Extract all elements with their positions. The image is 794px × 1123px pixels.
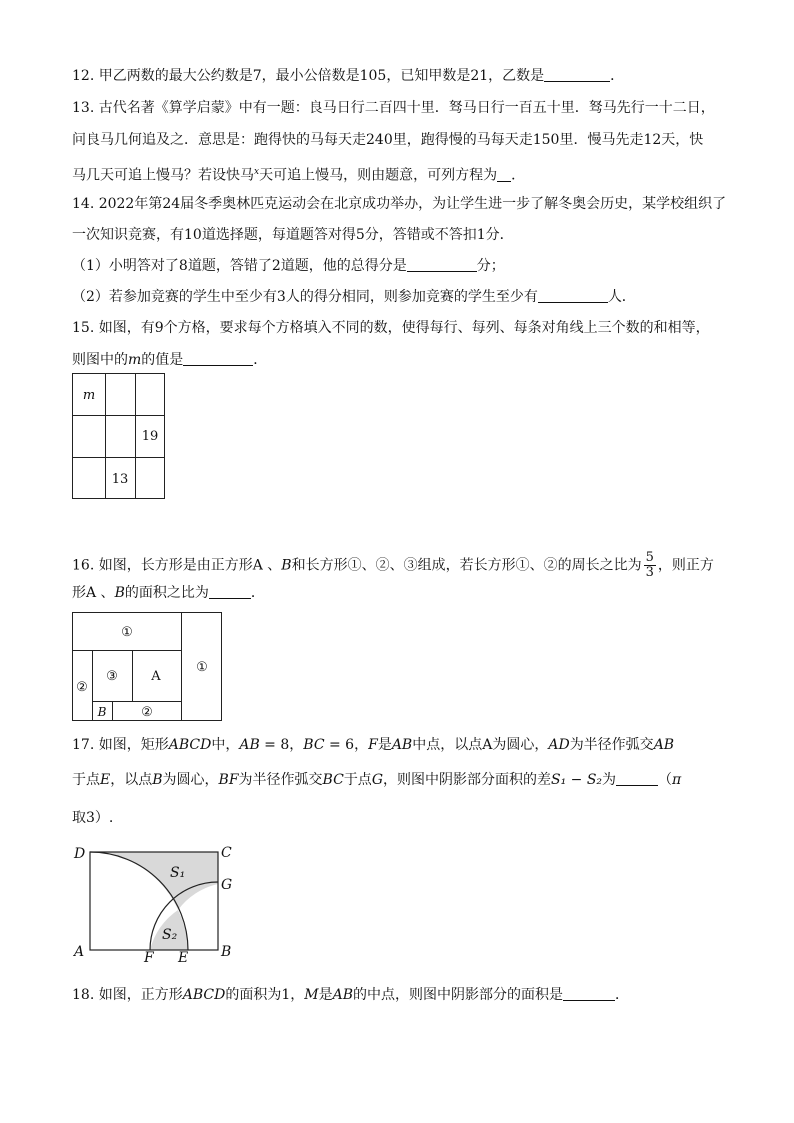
question-13-line2: 问良马几何追及之．意思是：跑得快的马每天走240里，跑得慢的马每天走150里．慢马先走12天，快: [72, 132, 704, 148]
question-14-sub2: （2）若参加竞赛的学生中至少有3人的得分相同，则参加竞赛的学生至少有 人．: [72, 289, 636, 305]
label-C: C: [221, 845, 232, 861]
question-12: 12. 甲乙两数的最大公约数是7，最小公倍数是105，已知甲数是21，乙数是 ．: [72, 68, 625, 84]
grid-cell-r3c2: 13: [111, 472, 129, 487]
answer-blank-14-1[interactable]: [407, 257, 477, 272]
label-rect2-left: ②: [76, 680, 88, 695]
label-D: D: [74, 846, 86, 862]
question-17-line1: 17. 如图，矩形ABCD中，AB = 8，BC = 6，F是AB中点，以点A为圆心，AD为半径作弧交AB: [72, 737, 675, 753]
fraction-5-3: $\frac{5}{3}$: [645, 550, 654, 580]
answer-blank-15[interactable]: [183, 351, 253, 366]
rectangle-composition-figure: [72, 612, 224, 724]
label-rect2-bottom: ②: [141, 705, 153, 720]
question-17-line2: 于点E，以点B为圆心，BF为半径作弧交BC于点G，则图中阴影部分面积的差S₁ − S₂为 （π: [72, 772, 682, 788]
question-14-sub1: （1）小明答对了8道题，答错了2道题，他的总得分是 分；: [72, 258, 505, 274]
answer-blank-12[interactable]: [544, 67, 610, 82]
question-15-line2: 则图中的m的值是 ．: [72, 352, 268, 368]
grid-cell-r2c3: 19: [141, 429, 159, 444]
answer-blank-14-2[interactable]: [538, 288, 608, 303]
label-F: F: [144, 950, 154, 966]
label-G: G: [221, 877, 233, 893]
question-14-line2: 一次知识竞赛，有10道选择题，每道题答对得5分，答错或不答扣1分．: [72, 227, 514, 243]
question-17-line3: 取3）.: [72, 810, 114, 826]
label-A: A: [74, 944, 85, 960]
label-rect1-right: ①: [196, 660, 208, 675]
magic-square-grid: [72, 373, 168, 501]
label-rect1-top: ①: [121, 625, 133, 640]
grid-cell-r1c1: m: [82, 388, 96, 403]
question-13-line3: 马几天可追上慢马？若设快马$^x$天可追上慢马，则由题意，可列方程为 ．: [72, 167, 526, 184]
label-S1: S₁: [170, 865, 186, 881]
answer-blank-18[interactable]: [563, 986, 615, 1001]
question-14-line1: 14. 2022年第24届冬季奥林匹克运动会在北京成功举办，为让学生进一步了解冬奥会历史，某学校组织了: [72, 196, 727, 212]
question-15-line1: 15. 如图，有9个方格，要求每个方格填入不同的数，使得每行、每列、每条对角线上三个数的和相等，: [72, 320, 710, 336]
answer-blank-13[interactable]: [497, 167, 511, 182]
label-S2: S₂: [162, 927, 178, 943]
answer-blank-16[interactable]: [209, 584, 251, 599]
label-rect3: ③: [106, 669, 118, 684]
label-square-A: A: [151, 669, 161, 684]
question-16-line2: 形A 、B的面积之比为 ．: [72, 585, 265, 601]
label-B: B: [221, 944, 232, 960]
label-square-B: B: [97, 705, 107, 719]
label-E: E: [178, 950, 189, 966]
question-18: 18. 如图，正方形ABCD的面积为1，M是AB的中点，则图中阴影部分的面积是 ．: [72, 987, 629, 1003]
question-13-line1: 13. 古代名著《算学启蒙》中有一题：良马日行二百四十里．驽马日行一百五十里．驽马先行一十二日，: [72, 100, 715, 116]
q12-text: 12. 甲乙两数的最大公约数是7，最小公倍数是105，已知甲数是21，乙数是: [72, 68, 545, 84]
answer-blank-17[interactable]: [616, 771, 658, 786]
rectangle-arcs-figure: [70, 840, 250, 970]
var-m: m: [128, 352, 142, 368]
var-x: x: [254, 167, 260, 177]
question-16-line1: 16. 如图，长方形是由正方形A 、B和长方形①、②、③组成，若长方形①、②的周长之比为 $\frac{5}{3}$ ，则正方: [72, 550, 714, 580]
